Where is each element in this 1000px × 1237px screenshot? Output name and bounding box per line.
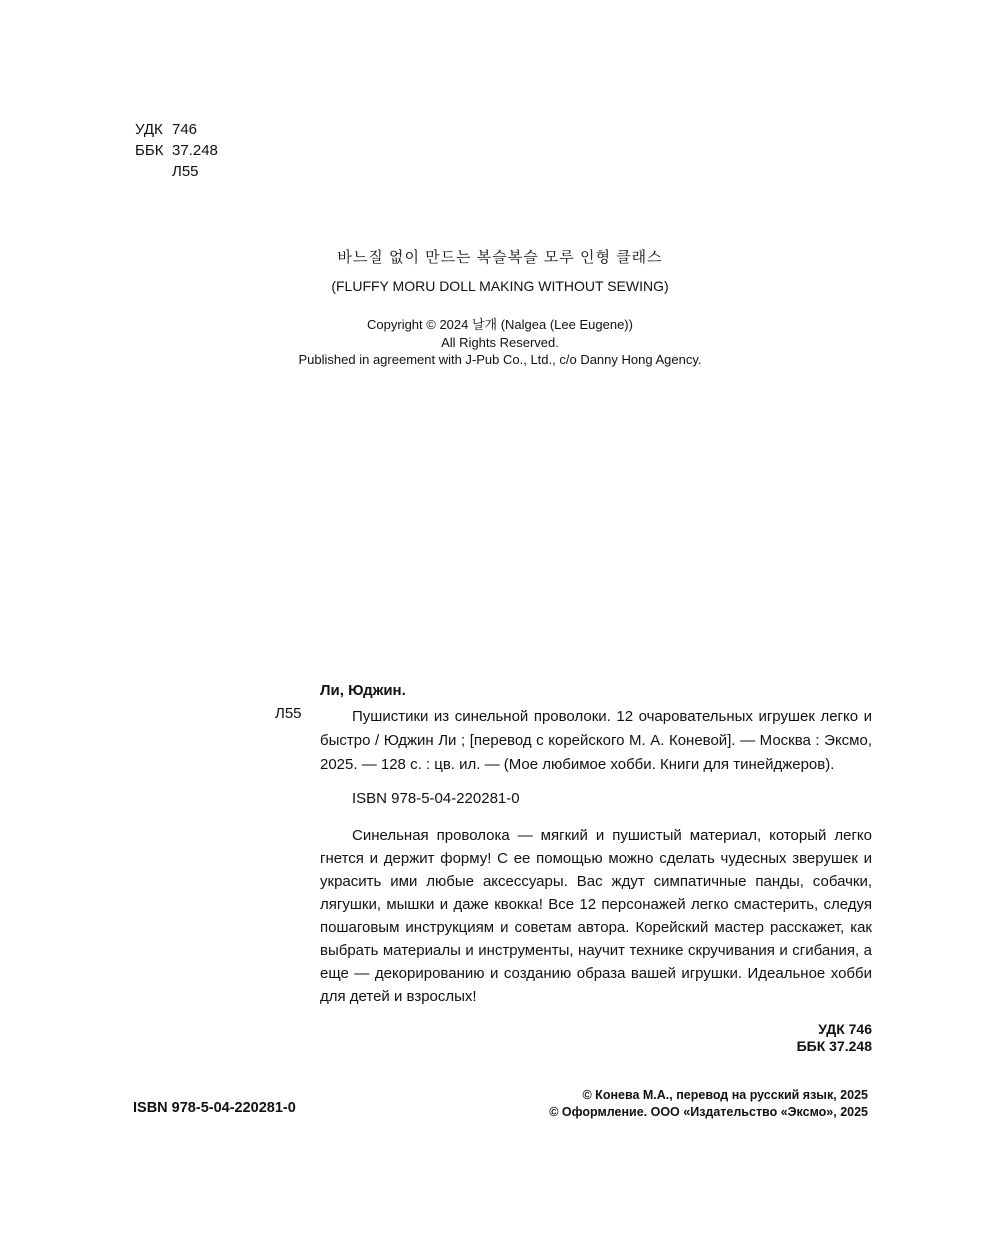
rights-reserved-line: All Rights Reserved. xyxy=(441,334,559,350)
classification-codes xyxy=(135,119,218,182)
lcode-spacer xyxy=(135,161,172,182)
right-bbk: ББК 37.248 xyxy=(796,1038,872,1054)
udk-value: 746 xyxy=(172,121,198,138)
right-udk: УДК 746 xyxy=(818,1021,872,1037)
entry-lcode: Л55 xyxy=(275,705,302,722)
agreement-line: Published in agreement with J-Pub Co., Ltd., c/o Danny Hong Agency. xyxy=(298,352,702,367)
isbn-line: ISBN 978-5-04-220281-0 xyxy=(352,790,520,807)
copyright-holder-line: Copyright © 2024 날개 (Nalgea (Lee Eugene)) xyxy=(367,317,633,332)
bibliographic-entry xyxy=(275,705,872,777)
bibliographic-block xyxy=(275,680,872,1055)
annotation-paragraph: Синельная проволока — мягкий и пушистый материал, который легко гнется и держит форму! С ее помощью можно сделать чудесных зверушек и украсить ими любые аксессуары. Вас ждут симпатичные панды, собачки, лягушки, мышки и даже квокка! Все 12 персонажей легко смастерить, следуя пошаговым инструкциям и советам автора. Корейский мастер расскажет, как выбрать материалы и инструменты, научит технике скручивания и сгибания, а еще — декорированию и созданию образа вашей игрушки. Идеальное хобби для детей и взрослых! xyxy=(320,827,872,1005)
lcode-value: Л55 xyxy=(172,163,199,180)
footer-isbn: ISBN 978-5-04-220281-0 xyxy=(133,1100,296,1116)
footer-copyright-translation: © Конева М.А., перевод на русский язык, 2025 xyxy=(582,1088,868,1102)
bbk-value: 37.248 xyxy=(172,142,218,159)
bbk-row xyxy=(135,140,218,161)
footer-copyright-block xyxy=(549,1087,868,1121)
bibliographic-description: Пушистики из синельной проволоки. 12 очаровательных игрушек легко и быстро / Юджин Ли ; [перевод с корейского М. А. Коневой]. — Москва : Эксмо, 2025. — 128 с. : цв. ил. — (Мое любимое хобби. Книги для тинейджеров). xyxy=(320,708,872,773)
right-classification-codes xyxy=(320,1021,872,1055)
lcode-row xyxy=(135,161,218,182)
udk-row xyxy=(135,119,218,140)
original-korean-title: 바느질 없이 만드는 복슬복슬 모루 인형 클래스 xyxy=(337,249,663,266)
original-english-title: (FLUFFY MORU DOLL MAKING WITHOUT SEWING) xyxy=(331,278,669,294)
author-name: Ли, Юджин. xyxy=(320,682,406,699)
udk-label: УДК xyxy=(135,121,163,138)
bbk-label: ББК xyxy=(135,142,164,159)
footer-copyright-publisher: © Оформление. ООО «Издательство «Эксмо», 2025 xyxy=(549,1105,868,1119)
original-title-block xyxy=(0,246,1000,369)
